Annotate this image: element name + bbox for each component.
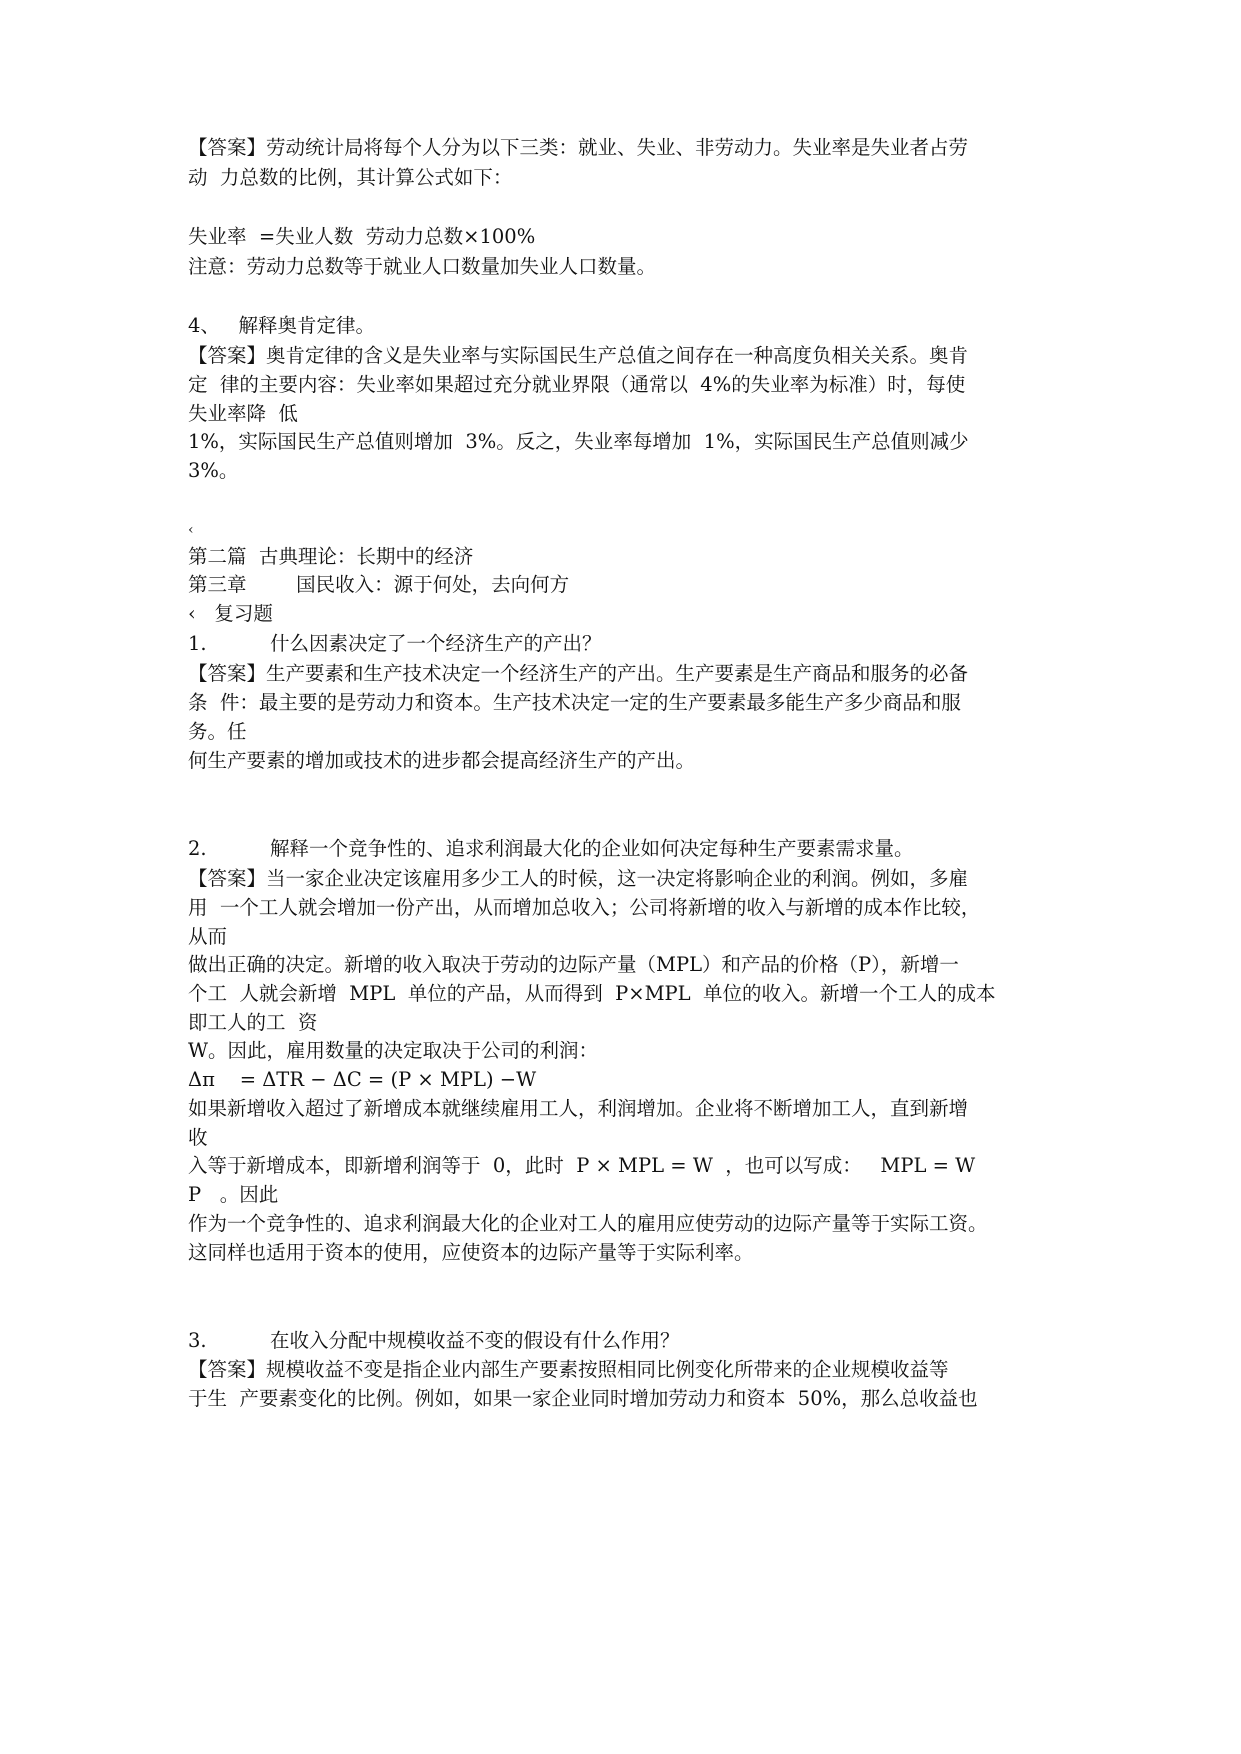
text-line: 如果新增收入超过了新增成本就继续雇用工人，利润增加。企业将不断增加工人，直到新增 [188, 1097, 969, 1120]
question-text: 解释一个竞争性的、追求利润最大化的企业如何决定每种生产要素需求量。 [270, 837, 914, 860]
text-line: W。因此，雇用数量的决定取决于公司的利润： [188, 1039, 599, 1062]
text-line: 从而 [188, 925, 228, 948]
question-number: 2. [188, 837, 207, 860]
text-line: 失业率 =失业人数 劳动力总数×100% [188, 225, 536, 248]
text-line: 【答案】规模收益不变是指企业内部生产要素按照相同比例变化所带来的企业规模收益等 [188, 1358, 949, 1381]
question-number: 1. [188, 632, 207, 655]
question-text: 在收入分配中规模收益不变的假设有什么作用？ [270, 1329, 680, 1352]
text-line: 用 一个工人就会增加一份产出，从而增加总收入；公司将新增的收入与新增的成本作比较， [188, 896, 981, 919]
text-line: 于生 产要素变化的比例。例如，如果一家企业同时增加劳动力和资本 50%，那么总收益也 [188, 1387, 978, 1410]
text-line: 【答案】奥肯定律的含义是失业率与实际国民生产总值之间存在一种高度负相关关系。奥肯 [188, 344, 969, 367]
text-line: Δπ = ΔTR − ΔC = (P × MPL) −W [188, 1068, 537, 1091]
question-number: 3. [188, 1329, 207, 1352]
text-line: 定 律的主要内容：失业率如果超过充分就业界限（通常以 4%的失业率为标准）时，每使 [188, 373, 966, 396]
text-line: 条 件：最主要的是劳动力和资本。生产技术决定一定的生产要素最多能生产多少商品和服 [188, 691, 961, 714]
text-line: 作为一个竞争性的、追求利润最大化的企业对工人的雇用应使劳动的边际产量等于实际工资。 [188, 1212, 988, 1235]
text-line: 务。任 [188, 720, 247, 743]
text-line: 4、 解释奥肯定律。 [188, 314, 376, 337]
question-line [188, 1326, 1068, 1356]
text-line: 动 力总数的比例，其计算公式如下： [188, 166, 513, 189]
text-line: 收 [188, 1126, 208, 1149]
text-line: P 。因此 [188, 1183, 279, 1206]
question-text: 什么因素决定了一个经济生产的产出？ [270, 632, 602, 655]
text-line: 失业率降 低 [188, 402, 298, 425]
question-line [188, 629, 1068, 659]
text-line: 【答案】生产要素和生产技术决定一个经济生产的产出。生产要素是生产商品和服务的必备 [188, 662, 969, 685]
text-line: 第三章 国民收入：源于何处，去向何方 [188, 573, 570, 596]
text-line: 这同样也适用于资本的使用，应使资本的边际产量等于实际利率。 [188, 1241, 754, 1264]
text-line: 3%。 [188, 459, 239, 482]
text-line: 即工人的工 资 [188, 1011, 318, 1034]
text-line: 1%，实际国民生产总值则增加 3%。反之，失业率每增加 1%，实际国民生产总值则减少 [188, 430, 969, 453]
text-line: 【答案】劳动统计局将每个人分为以下三类：就业、失业、非劳动力。失业率是失业者占劳 [188, 136, 969, 159]
text-line: 【答案】当一家企业决定该雇用多少工人的时候，这一决定将影响企业的利润。例如，多雇 [188, 867, 969, 890]
text-line: 注意：劳动力总数等于就业人口数量加失业人口数量。 [188, 255, 657, 278]
text-line: 做出正确的决定。新增的收入取决于劳动的边际产量（MPL）和产品的价格（P），新增一 [188, 953, 959, 976]
bullet-marker: ‹ [188, 522, 194, 538]
text-line: ‹ 复习题 [188, 602, 273, 625]
text-line: 何生产要素的增加或技术的进步都会提高经济生产的产出。 [188, 749, 696, 772]
question-line [188, 834, 1068, 864]
text-line: 个工 人就会新增 MPL 单位的产品，从而得到 P×MPL 单位的收入。新增一个工人的成本 [188, 982, 996, 1005]
text-line: 第二篇 古典理论：长期中的经济 [188, 545, 474, 568]
text-line: 入等于新增成本，即新增利润等于 0，此时 P × MPL = W ，也可以写成： MPL = W [188, 1154, 976, 1177]
